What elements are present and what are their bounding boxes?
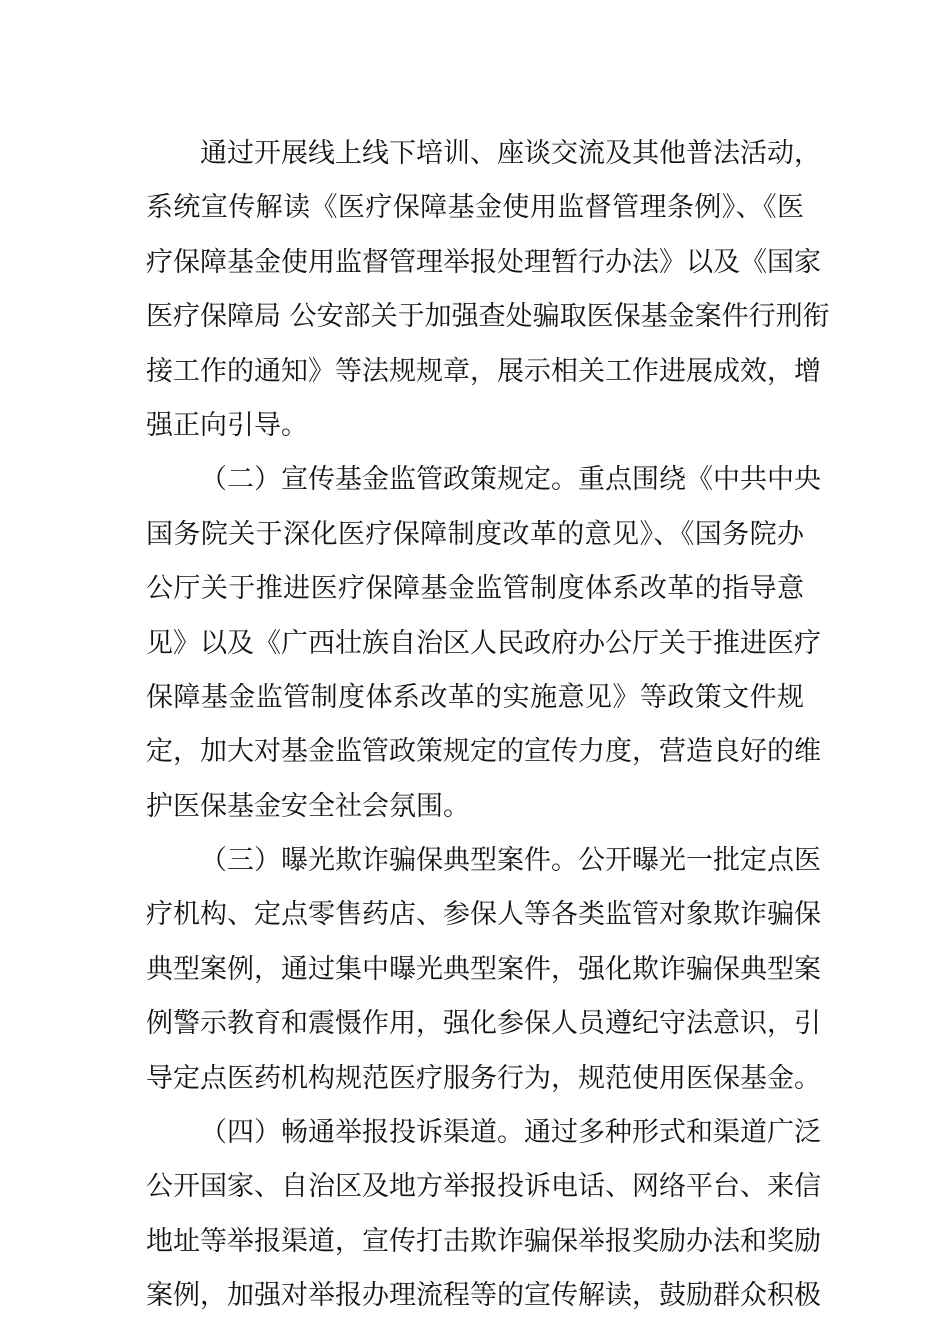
- text-line: 接工作的通知》等法规规章，展示相关工作进展成效，增: [146, 355, 821, 387]
- paragraph-4: [146, 1106, 821, 1324]
- paragraph-3: [146, 834, 821, 1106]
- text-line: （四）畅通举报投诉渠道。通过多种形式和渠道广泛: [200, 1117, 821, 1149]
- text-line: 见》以及《广西壮族自治区人民政府办公厅关于推进医疗: [146, 627, 821, 659]
- text-line: 地址等举报渠道，宣传打击欺诈骗保举报奖励办法和奖励: [146, 1225, 821, 1257]
- text-line: 护医保基金安全社会氛围。: [146, 790, 470, 822]
- paragraph-1: [146, 127, 830, 453]
- text-line: 系统宣传解读《医疗保障基金使用监督管理条例》、《医: [146, 192, 804, 224]
- text-line: 公开国家、自治区及地方举报投诉电话、网络平台、来信: [146, 1171, 821, 1203]
- text-line: 公厅关于推进医疗保障基金监管制度体系改革的指导意: [146, 573, 804, 605]
- text-line: 疗保障基金使用监督管理举报处理暂行办法》以及《国家: [146, 246, 821, 278]
- text-line: 定，加大对基金监管政策规定的宣传力度，营造良好的维: [146, 736, 821, 768]
- text-line: 强正向引导。: [146, 409, 308, 441]
- text-line: 通过开展线上线下培训、座谈交流及其他普法活动，: [200, 138, 821, 169]
- text-line: 疗机构、定点零售药店、参保人等各类监管对象欺诈骗保: [146, 899, 821, 931]
- text-line: 医疗保障局 公安部关于加强查处骗取医保基金案件行刑衔: [146, 301, 830, 333]
- text-line: 国务院关于深化医疗保障制度改革的意见》、《国务院办: [146, 518, 804, 550]
- document-body: [146, 127, 830, 1324]
- paragraph-2: [146, 453, 821, 834]
- text-line: （三）曝光欺诈骗保典型案件。公开曝光一批定点医: [200, 845, 821, 877]
- text-line: 保障基金监管制度体系改革的实施意见》等政策文件规: [146, 681, 804, 713]
- text-line: （二）宣传基金监管政策规定。重点围绕《中共中央: [200, 464, 821, 496]
- text-line: 导定点医药机构规范医疗服务行为，规范使用医保基金。: [146, 1062, 821, 1094]
- text-line: 典型案例，通过集中曝光典型案件，强化欺诈骗保典型案: [146, 953, 821, 985]
- text-line: 例警示教育和震慑作用，强化参保人员遵纪守法意识，引: [146, 1008, 821, 1040]
- text-line: 案例，加强对举报办理流程等的宣传解读，鼓励群众积极: [146, 1280, 821, 1312]
